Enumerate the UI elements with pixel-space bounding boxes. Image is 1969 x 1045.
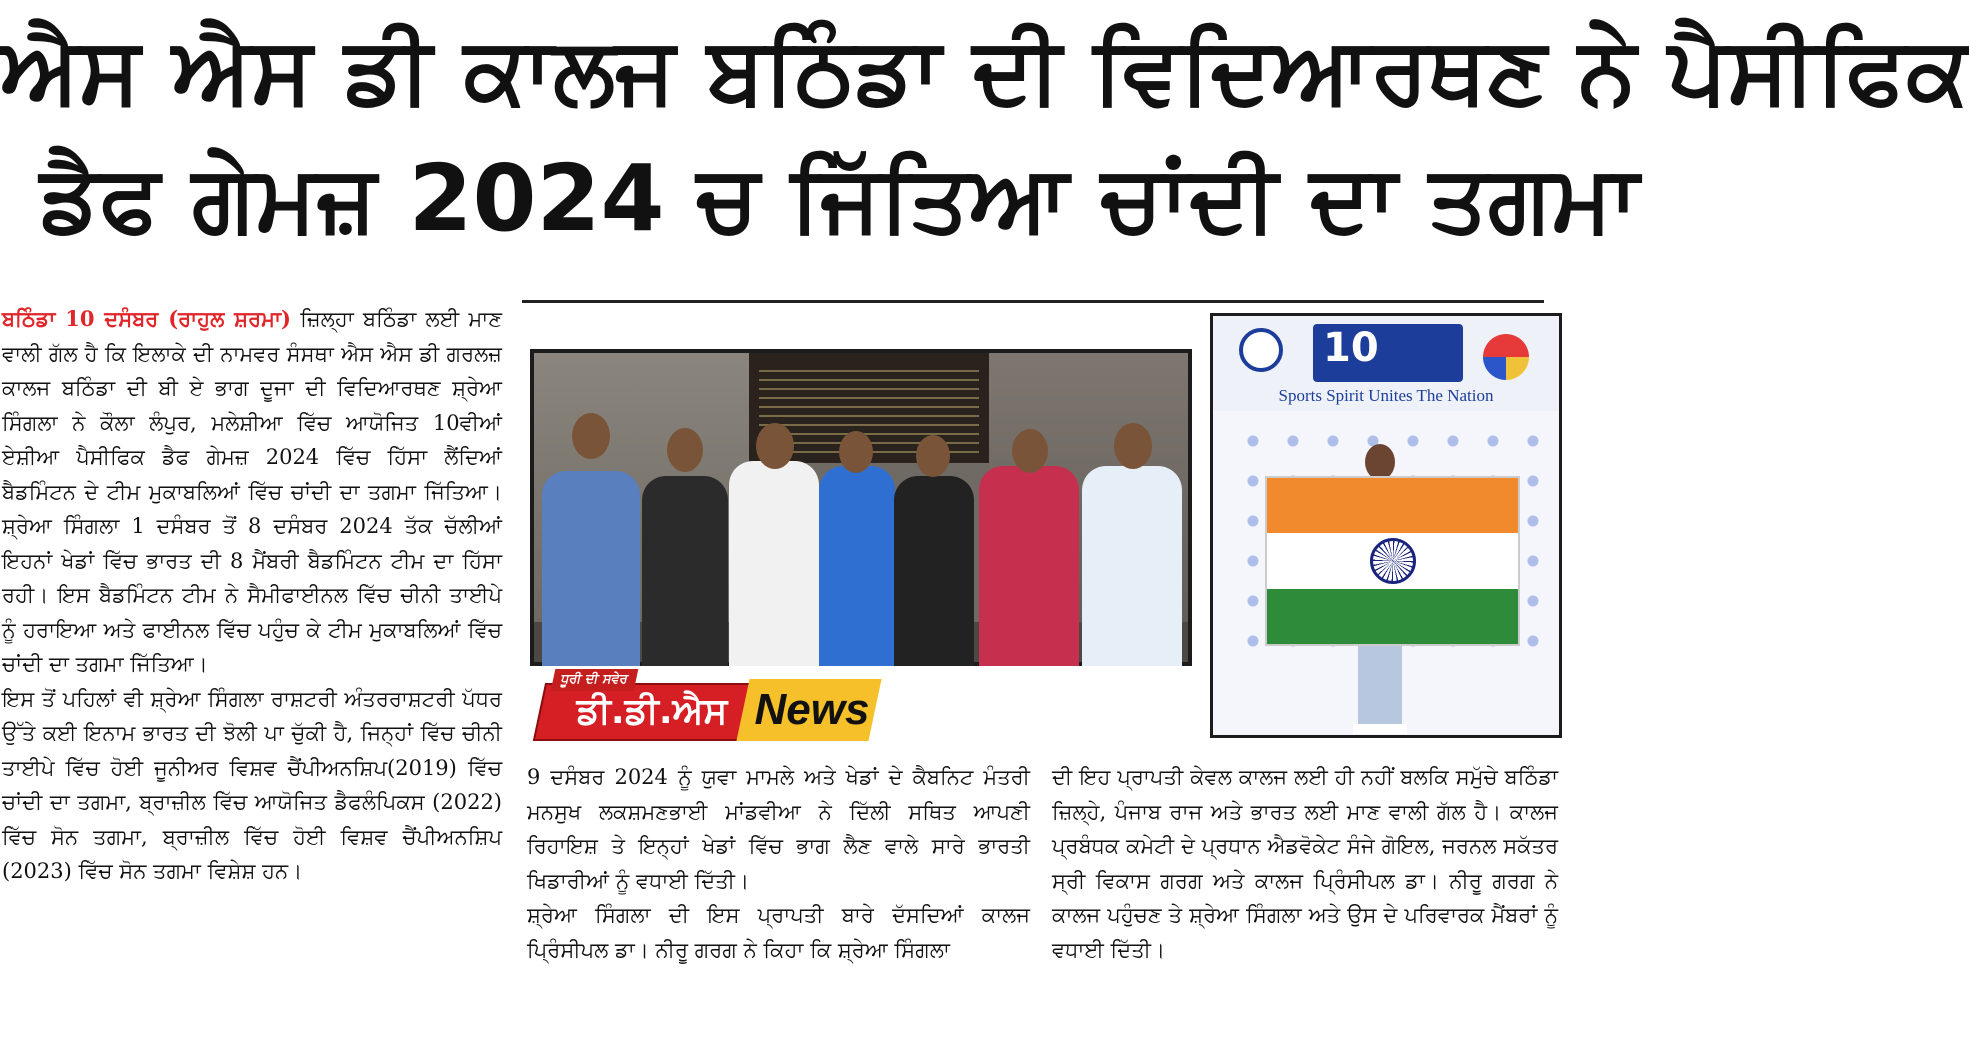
athlete: [1365, 444, 1395, 480]
headline-line-2: ਡੈਫ ਗੇਮਜ਼ 2024 ਚ ਜਿੱਤਿਆ ਚਾਂਦੀ ਦਾ ਤਗਮਾ: [40, 145, 1639, 252]
article-paragraph-3: 9 ਦਸੰਬਰ 2024 ਨੂੰ ਯੁਵਾ ਮਾਮਲੇ ਅਤੇ ਖੇਡਾਂ ਦੇ ਕੈਬਨਿਟ ਮੰਤਰੀ ਮਨਸੁਖ ਲਕਸ਼ਮਣਭਾਈ ਮਾਂਡਵੀਆ ਨੇ ਦਿੱਲੀ ਸਥਿਤ ਆਪਣੀ ਰਿਹਾਇਸ਼ ਤੇ ਇਨ੍ਹਾਂ ਖੇਡਾਂ ਵਿੱਚ ਭਾਗ ਲੈਣ ਵਾਲੇ ਸਾਰੇ ਭਾਰਤੀ ਖਿਡਾਰੀਆਂ ਨੂੰ ਵਧਾਈ ਦਿੱਤੀ।: [527, 765, 1030, 893]
headline-line-1: ਐਸ ਐਸ ਡੀ ਕਾਲਜ ਬਠਿੰਡਾ ਦੀ ਵਿਦਿਆਰਥਣ ਨੇ ਪੈਸੀਫਿਕ: [0, 17, 1969, 124]
section-divider: [522, 300, 1544, 303]
flag-photo: [1210, 313, 1562, 738]
article-dateline: ਬਠਿੰਡਾ 10 ਦਸੰਬਰ (ਰਾਹੁਲ ਸ਼ਰਮਾ): [2, 306, 291, 331]
article-column-3: [1052, 760, 1558, 1005]
emblem-icon: [1483, 334, 1529, 380]
article-column-1: [2, 302, 502, 1042]
logo-brand-punjabi: ਡੀ.ਡੀ.ਐਸ: [576, 691, 728, 732]
dds-news-logo: [539, 669, 875, 743]
event-number: 10: [1323, 325, 1379, 371]
logo-brand-english: News: [754, 685, 870, 734]
article-paragraph-4: ਸ਼੍ਰੇਆ ਸਿੰਗਲਾ ਦੀ ਇਸ ਪ੍ਰਾਪਤੀ ਬਾਰੇ ਦੱਸਦਿਆਂ ਕਾਲਜ ਪ੍ਰਿੰਸੀਪਲ ਡਾ। ਨੀਰੂ ਗਰਗ ਨੇ ਕਿਹਾ ਕਿ ਸ਼੍ਰੇਆ ਸਿੰਗਲਾ: [527, 903, 1030, 962]
indian-flag-icon: [1265, 476, 1520, 646]
article-paragraph-2: ਇਸ ਤੋਂ ਪਹਿਲਾਂ ਵੀ ਸ਼੍ਰੇਆ ਸਿੰਗਲਾ ਰਾਸ਼ਟਰੀ ਅੰਤਰਰਾਸ਼ਟਰੀ ਪੱਧਰ ਉੱਤੇ ਕਈ ਇਨਾਮ ਭਾਰਤ ਦੀ ਝੋਲੀ ਪਾ ਚੁੱਕੀ ਹੈ, ਜਿਨ੍ਹਾਂ ਵਿੱਚ ਚੀਨੀ ਤਾਈਪੇ ਵਿੱਚ ਹੋਈ ਜੂਨੀਅਰ ਵਿਸ਼ਵ ਚੈਂਪੀਅਨਸ਼ਿਪ(2019) ਵਿੱਚ ਚਾਂਦੀ ਦਾ ਤਗਮਾ, ਬ੍ਰਾਜ਼ੀਲ ਵਿੱਚ ਆਯੋਜਿਤ ਡੈਫਲੰਪਿਕਸ (2022) ਵਿੱਚ ਸੋਨ ਤਗਮਾ, ਬ੍ਰਾਜ਼ੀਲ ਵਿੱਚ ਹੋਈ ਵਿਸ਼ਵ ਚੈਂਪੀਅਨਸ਼ਿਪ (2023) ਵਿੱਚ ਸੋਨ ਤਗਮਾ ਵਿਸ਼ੇਸ਼ ਹਨ।: [2, 686, 502, 883]
article-paragraph-1-text: ਜ਼ਿਲ੍ਹਾ ਬਠਿੰਡਾ ਲਈ ਮਾਣ ਵਾਲੀ ਗੱਲ ਹੈ ਕਿ ਇਲਾਕੇ ਦੀ ਨਾਮਵਰ ਸੰਸਥਾ ਐਸ ਐਸ ਡੀ ਗਰਲਜ਼ ਕਾਲਜ ਬਠਿੰਡਾ ਦੀ ਬੀ ਏ ਭਾਗ ਦੂਜਾ ਦੀ ਵਿਦਿਆਰਥਣ ਸ਼੍ਰੇਆ ਸਿੰਗਲਾ ਨੇ ਕੌਲਾ ਲੰਪੁਰ, ਮਲੇਸ਼ੀਆ ਵਿੱਚ ਆਯੋਜਿਤ 10ਵੀਆਂ ਏਸ਼ੀਆ ਪੈਸੀਫਿਕ ਡੈਫ ਗੇਮਜ਼ 2024 ਵਿੱਚ ਹਿੱਸਾ ਲੈਂਦਿਆਂ ਬੈਡਮਿੰਟਨ ਦੇ ਟੀਮ ਮੁਕਾਬਲਿਆਂ ਵਿੱਚ ਚਾਂਦੀ ਦਾ ਤਗਮਾ ਜਿੱਤਿਆ। ਸ਼੍ਰੇਆ ਸਿੰਗਲਾ 1 ਦਸੰਬਰ ਤੋਂ 8 ਦਸੰਬਰ 2024 ਤੱਕ ਚੱਲੀਆਂ ਇਹਨਾਂ ਖੇਡਾਂ ਵਿੱਚ ਭਾਰਤ ਦੀ 8 ਮੈਂਬਰੀ ਬੈਡਮਿੰਟਨ ਟੀਮ ਦਾ ਹਿੱਸਾ ਰਹੀ। ਇਸ ਬੈਡਮਿੰਟਨ ਟੀਮ ਨੇ ਸੈਮੀਫਾਈਨਲ ਵਿੱਚ ਚੀਨੀ ਤਾਈਪੇ ਨੂੰ ਹਰਾਇਆ ਅਤੇ ਫਾਈਨਲ ਵਿੱਚ ਪਹੁੰਚ ਕੇ ਟੀਮ ਮੁਕਾਬਲਿਆਂ ਵਿੱਚ ਚਾਂਦੀ ਦਾ ਤਗਮਾ ਜਿੱਤਿਆ।: [2, 307, 502, 676]
logo-tagline: ਧੂਰੀ ਦੀ ਸਵੇਰ: [551, 669, 638, 691]
article-paragraph-5: ਦੀ ਇਹ ਪ੍ਰਾਪਤੀ ਕੇਵਲ ਕਾਲਜ ਲਈ ਹੀ ਨਹੀਂ ਬਲਕਿ ਸਮੁੱਚੇ ਬਠਿੰਡਾ ਜ਼ਿਲ੍ਹੇ, ਪੰਜਾਬ ਰਾਜ ਅਤੇ ਭਾਰਤ ਲਈ ਮਾਣ ਵਾਲੀ ਗੱਲ ਹੈ। ਕਾਲਜ ਪ੍ਰਬੰਧਕ ਕਮੇਟੀ ਦੇ ਪ੍ਰਧਾਨ ਐਡਵੋਕੇਟ ਸੰਜੇ ਗੋਇਲ, ਜਰਨਲ ਸਕੱਤਰ ਸ੍ਰੀ ਵਿਕਾਸ ਗਰਗ ਅਤੇ ਕਾਲਜ ਪ੍ਰਿੰਸੀਪਲ ਡਾ। ਨੀਰੂ ਗਰਗ ਨੇ ਕਾਲਜ ਪਹੁੰਚਣ ਤੇ ਸ਼੍ਰੇਆ ਸਿੰਗਲਾ ਅਤੇ ਉਸ ਦੇ ਪਰਿਵਾਰਕ ਮੈਂਬਰਾਂ ਨੂੰ ਵਧਾਈ ਦਿੱਤੀ।: [1052, 765, 1558, 962]
article-column-2: [527, 760, 1030, 1005]
group-photo: [530, 349, 1192, 666]
apdg-logo-icon: [1239, 328, 1283, 372]
ashoka-chakra-icon: [1370, 538, 1416, 584]
article-paragraph-1: [2, 302, 502, 682]
event-slogan: Sports Spirit Unites The Nation: [1278, 386, 1494, 405]
